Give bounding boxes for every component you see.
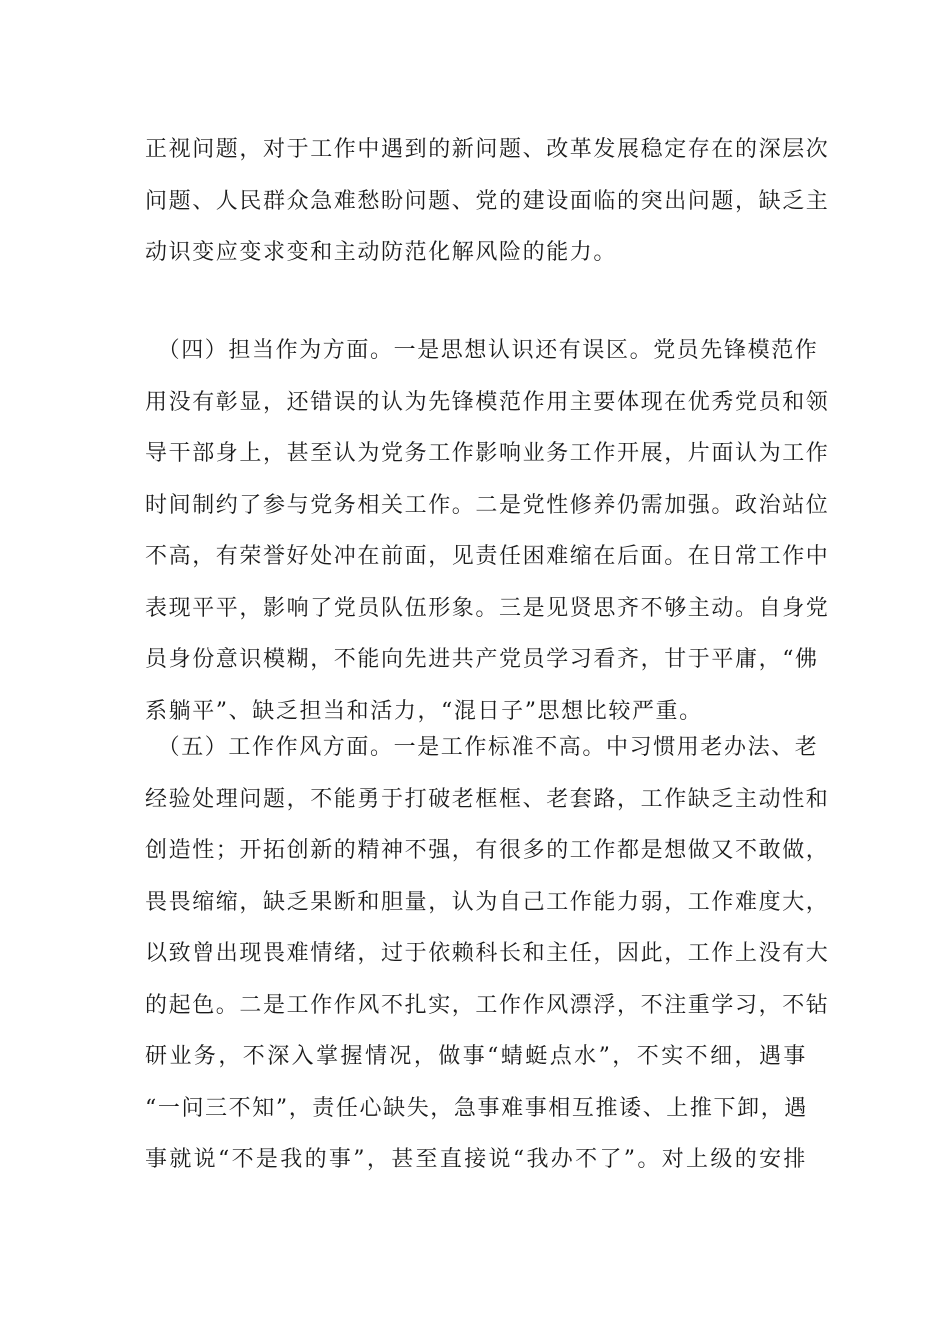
paragraph-section-5 bbox=[145, 722, 830, 1186]
text-line: 经验处理问题，不能勇于打破老框框、老套路，工作缺乏主动性和 bbox=[145, 786, 830, 812]
text-line: 以致曾出现畏难情绪，过于依赖科长和主任，因此，工作上没有大 bbox=[145, 941, 830, 966]
text-line: “一问三不知”，责任心缺失，急事难事相互推诿、上推下卸，遇 bbox=[145, 1095, 808, 1121]
text-line: 系躺平”、缺乏担当和活力，“混日子”思想比较严重。 bbox=[145, 698, 703, 724]
text-line: 的起色。二是工作作风不扎实，工作作风漂浮，不注重学习，不钻 bbox=[145, 992, 830, 1018]
text-line: 表现平平，影响了党员队伍形象。三是见贤思齐不够主动。自身党 bbox=[145, 595, 830, 621]
text-line: （四）担当作为方面。一是思想认识还有误区。党员先锋模范作 bbox=[145, 338, 819, 363]
text-line: 导干部身上，甚至认为党务工作影响业务工作开展，片面认为工作 bbox=[145, 441, 830, 466]
text-line: 正视问题，对于工作中遇到的新问题、改革发展稳定存在的深层次 bbox=[145, 137, 830, 162]
paragraph-continuation bbox=[145, 124, 830, 279]
paragraph-section-4 bbox=[145, 325, 830, 737]
text-line: 创造性；开拓创新的精神不强，有很多的工作都是想做又不敢做， bbox=[145, 838, 830, 863]
text-line: 用没有彰显，还错误的认为先锋模范作用主要体现在优秀党员和领 bbox=[145, 389, 830, 415]
text-line: 事就说“不是我的事”，甚至直接说“我办不了”。对上级的安排 bbox=[145, 1147, 807, 1172]
text-line: 畏畏缩缩，缺乏果断和胆量，认为自己工作能力弱，工作难度大， bbox=[145, 889, 830, 915]
text-line: 研业务，不深入掌握情况，做事“蜻蜓点水”，不实不细，遇事 bbox=[145, 1044, 807, 1069]
text-line: 不高，有荣誉好处冲在前面，见责任困难缩在后面。在日常工作中 bbox=[145, 544, 830, 569]
text-line: 时间制约了参与党务相关工作。二是党性修养仍需加强。政治站位 bbox=[145, 492, 830, 518]
text-line: 问题、人民群众急难愁盼问题、党的建设面临的突出问题，缺乏主 bbox=[145, 188, 830, 214]
text-line: 员身份意识模糊，不能向先进共产党员学习看齐，甘于平庸，“佛 bbox=[145, 647, 819, 672]
text-line: 动识变应变求变和主动防范化解风险的能力。 bbox=[145, 240, 618, 265]
text-line: （五）工作作风方面。一是工作标准不高。中习惯用老办法、老 bbox=[145, 735, 819, 760]
